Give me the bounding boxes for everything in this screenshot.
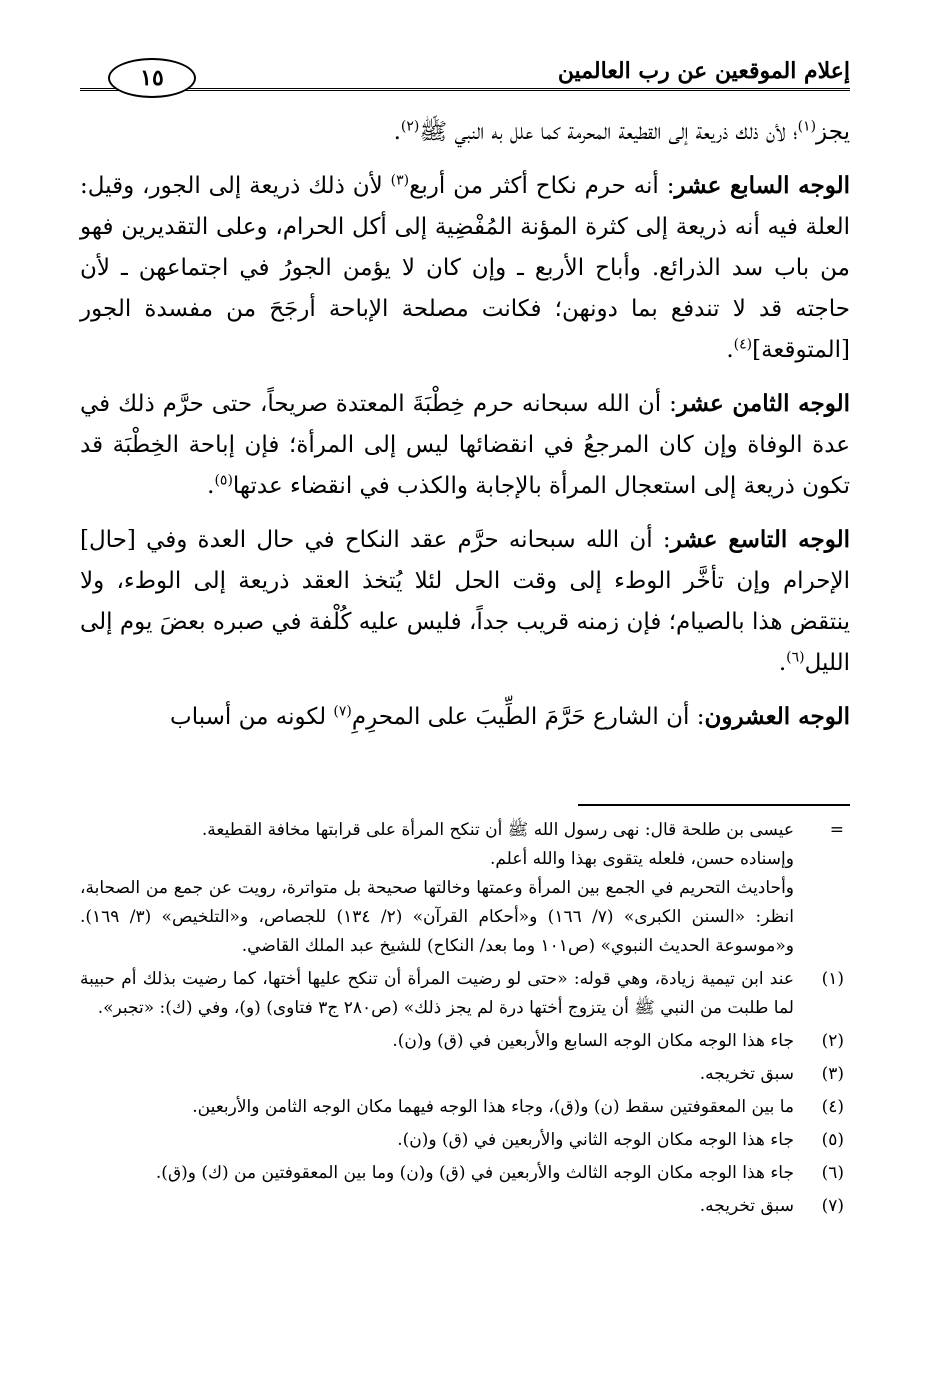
footnote-ref: (٧) xyxy=(333,703,352,720)
footnote-text xyxy=(80,965,794,1023)
paragraph-text: . xyxy=(778,650,787,676)
running-title: إعلام الموقعين عن رب العالمين xyxy=(557,58,850,84)
paragraph-text: : أن الله سبحانه حرَّم عقد النكاح في حال العدة وفي [حال] الإحرام وإن تأخَّر الوطء إلى وقت الحل لئلا يُتخذ العقد ذريعة إلى الوطء، ولا ينتقض هذا بالصيام؛ فإن زمنه قريب جداً، فليس عليه كُلْفة في صبره بعضَ يوم إلى الليل xyxy=(80,527,850,676)
footnote xyxy=(80,1093,850,1122)
paragraph-heading: الوجه العشرون xyxy=(704,703,850,730)
footnote-ref: (٥) xyxy=(214,472,233,489)
paragraph-text: : أنه حرم نكاح أكثر من أربع xyxy=(409,173,675,199)
paragraph-text: ؛ لأن ذلك ذريعة إلى القطيعة المحرمة كما علل به النبي ﷺ xyxy=(419,119,798,145)
footnote-number: (٤) xyxy=(821,1097,844,1117)
footnotes xyxy=(80,816,850,1225)
footnote-paragraph: جاء هذا الوجه مكان الوجه الثالث والأربعين في (ق) و(ن) وما بين المعقوفتين من (ك) و(ق). xyxy=(155,1163,794,1183)
footnote-text xyxy=(80,1060,794,1089)
paragraph xyxy=(80,112,850,153)
footnote xyxy=(80,965,850,1023)
footnote-text xyxy=(80,1027,794,1056)
footnote-ref: (١) xyxy=(797,118,817,135)
footnote-paragraph: سبق تخريجه. xyxy=(699,1196,794,1216)
paragraph-heading: الوجه السابع عشر xyxy=(674,172,850,199)
footnote-text xyxy=(80,1126,794,1155)
paragraph-heading: الوجه التاسع عشر xyxy=(670,526,850,553)
footnote-number: (٢) xyxy=(821,1031,844,1051)
footnote-number: (٥) xyxy=(821,1130,844,1150)
paragraph-text: لأن ذلك ذريعة إلى الجور، وقيل: العلة فيه أنه ذريعة إلى كثرة المؤنة المُفْضِية إلى أكل الحرام، وعلى التقديرين فهو من باب سد الذرائع. وأباح الأربع ـ وإن كان لا يؤمن الجورُ في اجتماعهن ـ لأن حاجته قد لا تندفع بما دونهن؛ فكانت مصلحة الإباحة أرجَحَ من مفسدة الجور [المتوقعة] xyxy=(80,173,850,363)
footnote xyxy=(80,816,850,961)
paragraph-text: يجز xyxy=(816,119,850,145)
footnote xyxy=(80,1060,850,1089)
footnote-text xyxy=(80,816,794,961)
footnote-paragraph: جاء هذا الوجه مكان الوجه الثاني والأربعين في (ق) و(ن). xyxy=(397,1130,794,1150)
header-rule xyxy=(80,88,850,91)
page-header xyxy=(80,52,850,102)
footnote-paragraph: جاء هذا الوجه مكان الوجه السابع والأربعين في (ق) و(ن). xyxy=(392,1031,794,1051)
footnote-paragraph: عند ابن تيمية زيادة، وهي قوله: «حتى لو رضيت المرأة أن تنكح عليها أختها، كما رضيت بذلك أم حبيبة لما طلبت من النبي ﷺ أن يتزوج أختها درة لم يجز ذلك» (ص٢٨٠ ج٣ فتاوى) (و)، وفي (ك): «تجبر». xyxy=(80,969,794,1018)
paragraph-text: : أن الشارع حَرَّمَ الطِّيبَ على المحرِمِ xyxy=(351,704,705,730)
footnote-number: = xyxy=(829,820,844,840)
paragraph-text: . xyxy=(393,119,401,145)
footnote-paragraph: عيسى بن طلحة قال: نهى رسول الله ﷺ أن تنكح المرأة على قرابتها مخافة القطيعة. xyxy=(201,820,794,840)
paragraph-text: . xyxy=(207,473,215,499)
footnote-text xyxy=(80,1192,794,1221)
paragraph xyxy=(80,165,850,371)
footnote-ref: (٢) xyxy=(400,118,420,135)
footnote-ref: (٣) xyxy=(390,172,410,189)
paragraph-text: . xyxy=(726,337,734,363)
footnote-text xyxy=(80,1093,794,1122)
footnote-paragraph: سبق تخريجه. xyxy=(699,1064,794,1084)
footnote-text xyxy=(80,1159,794,1188)
footnote-ref: (٤) xyxy=(733,336,753,353)
footnote-paragraph: وأحاديث التحريم في الجمع بين المرأة وعمتها وخالتها صحيحة بل متواترة، رويت عن جمع من الصحابة، انظر: «السنن الكبرى» (٧/ ١٦٦) و«أحكام القرآن» (٢/ ١٣٤) للجصاص، و«التلخيص» (٣/ ١٦٩). و«موسوعة الحديث النبوي» (ص١٠١ وما بعد/ النكاح) للشيخ عبد الملك القاضي. xyxy=(80,878,794,956)
paragraph xyxy=(80,696,850,738)
paragraph-heading: الوجه الثامن عشر xyxy=(676,390,850,417)
footnote-number: (٦) xyxy=(821,1163,844,1183)
footnote-ref: (٦) xyxy=(786,649,805,666)
paragraph-text: لكونه من أسباب xyxy=(170,704,334,730)
footnote-separator xyxy=(578,804,850,806)
footnote-number: (٣) xyxy=(821,1064,844,1084)
footnote xyxy=(80,1159,850,1188)
page-number: ١٥ xyxy=(108,58,196,98)
footnote xyxy=(80,1027,850,1056)
paragraph-text: : أن الله سبحانه حرم خِطْبَةَ المعتدة صريحاً، حتى حرَّم ذلك في عدة الوفاة وإن كان المرجعُ في انقضائها ليس إلى المرأة؛ فإن إباحة الخِطْبَة قد تكون ذريعة إلى استعجال المرأة بالإجابة والكذب في انقضاء عدتها xyxy=(80,391,850,499)
footnote xyxy=(80,1126,850,1155)
paragraph xyxy=(80,519,850,684)
footnote-paragraph: ما بين المعقوفتين سقط (ن) و(ق)، وجاء هذا الوجه فيهما مكان الوجه الثامن والأربعين. xyxy=(192,1097,794,1117)
footnote-paragraph: وإسناده حسن، فلعله يتقوى بهذا والله أعلم. xyxy=(489,849,794,869)
footnote-number: (٧) xyxy=(821,1196,844,1216)
main-text xyxy=(80,112,850,750)
footnote xyxy=(80,1192,850,1221)
footnote-number: (١) xyxy=(821,969,844,989)
paragraph xyxy=(80,383,850,507)
